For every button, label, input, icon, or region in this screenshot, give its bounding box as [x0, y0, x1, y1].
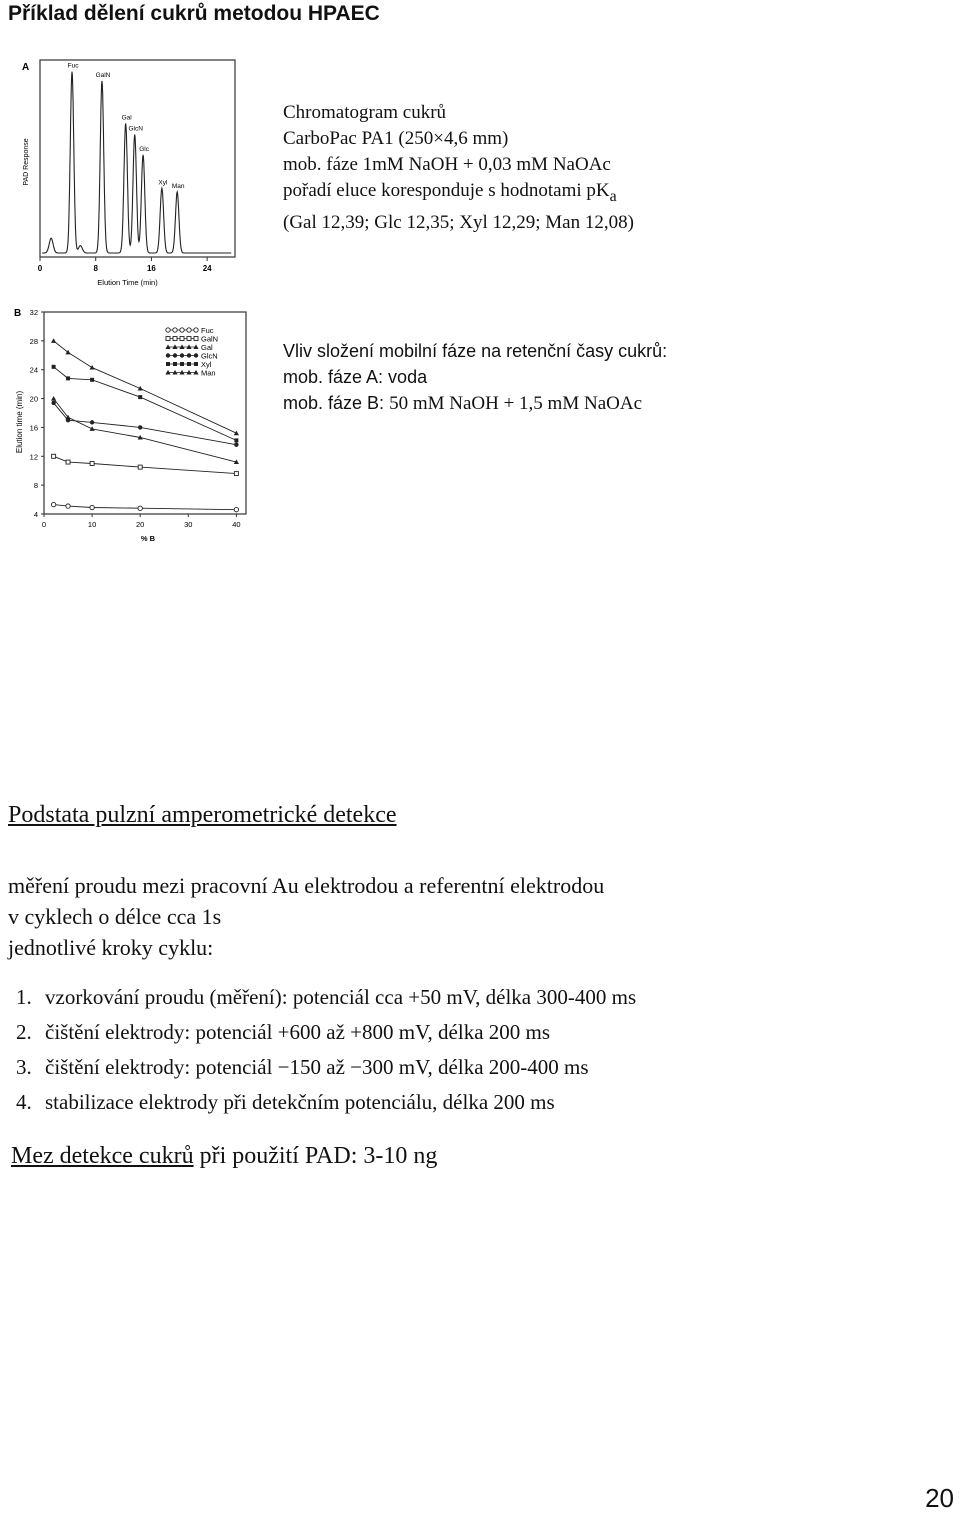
x-tick-label: 8 [93, 264, 98, 273]
list-number: 3. [16, 1055, 32, 1079]
data-point [90, 420, 94, 424]
data-point [89, 365, 94, 370]
peak-label: Man [171, 182, 185, 190]
paragraph-line: v cyklech o délce cca 1s [8, 904, 222, 929]
panel-label: A [22, 62, 30, 73]
pad-description [8, 870, 604, 963]
x-tick-label: 24 [202, 264, 212, 273]
peak-label: Glc [139, 145, 149, 153]
paragraph-line: měření proudu mezi pracovní Au elektrodou a referentní elektrodou [8, 873, 605, 898]
cycle-steps-list [16, 980, 636, 1120]
x-axis-label: % B [140, 534, 156, 543]
x-tick-label: 10 [87, 520, 97, 529]
legend-label: Xyl [201, 360, 212, 369]
data-point [173, 362, 177, 366]
peak-label: GalN [95, 71, 111, 79]
info-line: CarboPac PA1 (250×4,6 mm) [283, 128, 509, 149]
series-line [54, 367, 237, 441]
data-point [166, 328, 170, 332]
data-point [90, 462, 94, 466]
list-text: vzorkování proudu (měření): potenciál cca +50 mV, délka 300-400 ms [45, 985, 637, 1009]
peak-label: Gal [121, 114, 132, 122]
y-tick-label: 20 [29, 394, 38, 404]
detection-limit-label: Mez detekce cukrů [11, 1143, 194, 1169]
x-tick-label: 40 [232, 520, 241, 529]
data-point [234, 472, 238, 476]
legend-label: GlcN [201, 351, 218, 361]
data-point [166, 337, 170, 341]
data-point [166, 362, 170, 366]
chromatogram-info [283, 100, 634, 236]
y-tick-label: 32 [29, 308, 38, 317]
series-line [54, 456, 237, 473]
data-point [234, 438, 238, 442]
info-line: mob. fáze A: voda [283, 367, 428, 387]
data-point [180, 362, 184, 366]
data-point [194, 362, 198, 366]
y-axis-label: PAD Response [23, 138, 30, 186]
section-heading: Podstata pulzní amperometrické detekce [8, 802, 397, 828]
data-point [194, 328, 198, 332]
info-line: Vliv složení mobilní fáze na retenční časy cukrů: [283, 341, 668, 361]
list-text: stabilizace elektrody při detekčním potenciálu, délka 200 ms [45, 1090, 555, 1114]
data-point [138, 465, 142, 469]
series-line [54, 399, 237, 463]
detection-limit [11, 1143, 437, 1170]
y-tick-label: 8 [33, 481, 38, 491]
data-point [187, 328, 191, 332]
panel-label: B [14, 308, 22, 319]
data-point [173, 353, 177, 357]
detection-limit-value: při použití PAD: 3-10 ng [193, 1143, 438, 1169]
data-point [51, 338, 56, 343]
data-point [138, 506, 142, 510]
data-point [234, 431, 239, 436]
data-point [234, 443, 238, 447]
data-point [90, 505, 94, 509]
y-axis-label: Elution time (min) [15, 390, 24, 454]
info-text: pořadí eluce koresponduje s hodnotami pK [283, 180, 610, 201]
y-tick-label: 16 [29, 423, 38, 433]
x-tick-label: 30 [184, 520, 193, 529]
list-number: 2. [16, 1020, 32, 1044]
data-point [51, 401, 55, 405]
peak-label: GlcN [128, 125, 143, 133]
list-number: 1. [16, 985, 32, 1009]
info-line [283, 390, 667, 417]
list-item [16, 1085, 636, 1120]
x-tick-label: 20 [136, 520, 145, 529]
list-text: čištění elektrody: potenciál −150 až −300 mV, délka 200-400 ms [45, 1055, 589, 1079]
y-tick-label: 24 [29, 365, 38, 375]
data-point [90, 378, 94, 382]
list-number: 4. [16, 1090, 32, 1114]
info-subscript: a [609, 187, 617, 205]
data-point [180, 353, 184, 357]
data-point [234, 507, 238, 511]
data-point [166, 353, 170, 357]
peak-label: Xyl [158, 179, 168, 187]
info-text: 50 mM NaOH + 1,5 mM NaOAc [389, 393, 642, 414]
legend-label: Gal [201, 343, 213, 352]
data-point [138, 395, 142, 399]
series-line [54, 505, 237, 510]
legend-label: GalN [201, 334, 219, 344]
data-point [138, 425, 142, 429]
paragraph-line: jednotlivé kroky cyklu: [8, 935, 214, 960]
page-title: Příklad dělení cukrů metodou HPAEC [8, 2, 380, 25]
data-point [180, 328, 184, 332]
data-point [52, 365, 56, 369]
info-text: mob. fáze B: [283, 393, 390, 413]
data-point [52, 454, 56, 458]
list-item [16, 980, 636, 1015]
data-point [66, 460, 70, 464]
mobile-phase-info [283, 338, 667, 417]
y-tick-label: 12 [29, 452, 38, 462]
data-point [194, 337, 198, 341]
data-point [66, 376, 70, 380]
list-item [16, 1015, 636, 1050]
legend-label: Man [201, 368, 216, 378]
page-number: 20 [925, 1483, 954, 1513]
info-line: mob. fáze 1mM NaOH + 0,03 mM NaOAc [283, 154, 611, 175]
y-tick-label: 4 [33, 510, 38, 519]
data-point [66, 504, 70, 508]
list-text: čištění elektrody: potenciál +600 až +800 mV, délka 200 ms [45, 1020, 551, 1044]
chromatogram-trace [42, 72, 231, 253]
legend-label: Fuc [201, 326, 214, 335]
x-tick-label: 16 [146, 264, 156, 273]
data-point [194, 353, 198, 357]
elution-time-chart [8, 302, 264, 546]
data-point [51, 396, 56, 401]
info-line: (Gal 12,39; Glc 12,35; Xyl 12,29; Man 12,08) [283, 211, 634, 233]
data-point [173, 328, 177, 332]
data-point [180, 337, 184, 341]
y-tick-label: 28 [29, 336, 38, 346]
data-point [173, 337, 177, 341]
list-item [16, 1050, 636, 1085]
x-tick-label: 0 [41, 520, 47, 529]
data-point [89, 426, 94, 431]
data-point [187, 353, 191, 357]
peak-label: Fuc [67, 62, 79, 70]
info-line: Chromatogram cukrů [283, 102, 447, 123]
x-axis-label: Elution Time (min) [97, 278, 158, 287]
x-tick-label: 0 [37, 264, 43, 273]
data-point [51, 502, 55, 506]
chromatogram-chart [10, 52, 260, 292]
data-point [66, 418, 70, 422]
data-point [187, 362, 191, 366]
data-point [187, 337, 191, 341]
info-line [283, 178, 634, 210]
